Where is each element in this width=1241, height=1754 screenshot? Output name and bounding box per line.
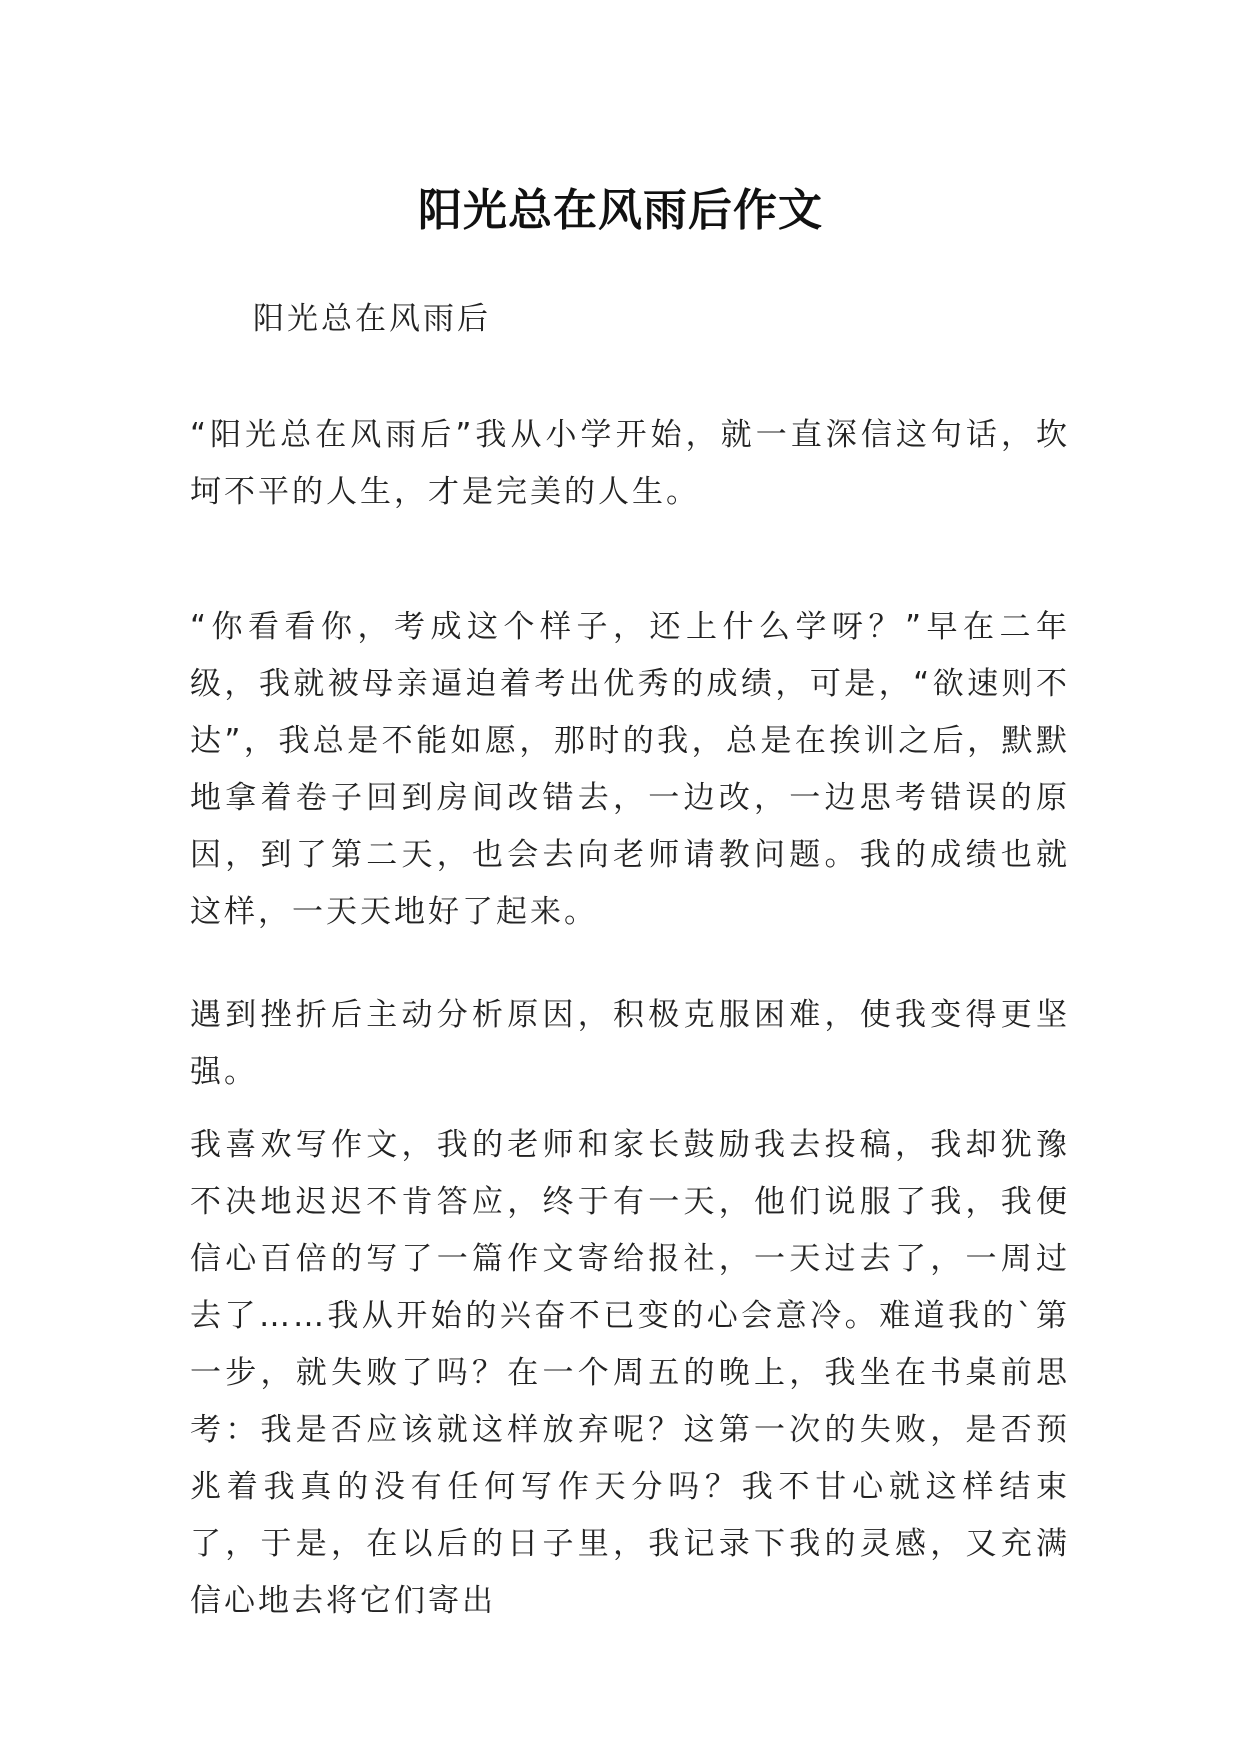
page-title: 阳光总在风雨后作文 <box>418 185 823 237</box>
paragraph-4: 我喜欢写作文，我的老师和家长鼓励我去投稿，我却犹豫不决地迟迟不肯答应，终于有一天，他们说服了我，我便信心百倍的写了一篇作文寄给报社，一天过去了，一周过去了……我从开始的兴奋不已变的心会意冷。难道我的`第一步，就失败了吗？在一个周五的晚上，我坐在书桌前思考：我是否应该就这样放弃呢？这第一次的失败，是否预兆着我真的没有任何写作天分吗？我不甘心就这样结束了，于是，在以后的日子里，我记录下我的灵感，又充满信心地去将它们寄出 <box>190 1127 1070 1619</box>
paragraph-3: 遇到挫折后主动分析原因，积极克服困难，使我变得更坚强。 <box>190 997 1070 1090</box>
paragraph-1: “阳光总在风雨后”我从小学开始，就一直深信这句话，坎坷不平的人生，才是完美的人生。 <box>190 417 1070 510</box>
paragraph-2: “你看看你，考成这个样子，还上什么学呀？”早在二年级，我就被母亲逼迫着考出优秀的成绩，可是，“欲速则不达”，我总是不能如愿，那时的我，总是在挨训之后，默默地拿着卷子回到房间改错去，一边改，一边思考错误的原因，到了第二天，也会去向老师请教问题。我的成绩也就这样，一天天地好了起来。 <box>190 609 1070 930</box>
essay-subtitle: 阳光总在风雨后 <box>253 301 491 337</box>
